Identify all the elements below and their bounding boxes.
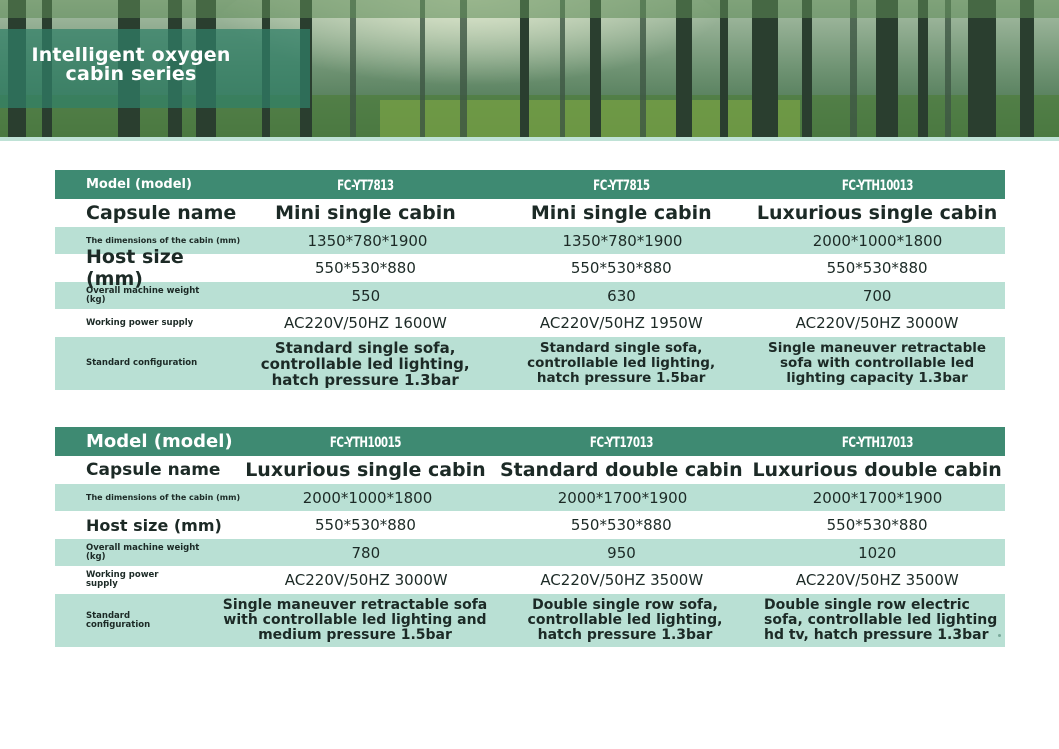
dimensions-cell: 1350*780*1900 [307, 231, 428, 250]
model-cell: FC-YT17013 [589, 435, 653, 451]
spec-table-2 [55, 427, 1005, 647]
model-cell: FC-YTH10013 [841, 178, 913, 194]
capsule-cell: Luxurious double cabin [752, 459, 1002, 481]
host-cell: 550*530*880 [570, 259, 672, 277]
row-label-config: Standard configuration [86, 358, 198, 368]
row-label-model: Model (model) [86, 177, 192, 192]
weight-cell: 1020 [858, 543, 897, 562]
table-row-model [55, 170, 1005, 199]
config-cell: Double single row sofa, controllable led lighting, hatch pressure 1.3bar [527, 597, 723, 643]
table-row-power [55, 309, 1005, 337]
row-label-weight: Overall machine weight (kg) [86, 285, 200, 305]
table-row-config [55, 594, 1005, 647]
model-cell: FC-YT7815 [593, 178, 650, 194]
power-cell: AC220V/50HZ 3000W [284, 571, 448, 589]
capsule-cell: Luxurious single cabin [245, 459, 486, 481]
table-row-capsule [55, 199, 1005, 227]
row-label-dimensions: The dimensions of the cabin (mm) [86, 493, 241, 502]
host-cell: 550*530*880 [314, 259, 416, 277]
capsule-cell: Luxurious single cabin [756, 202, 998, 224]
table-row-power [55, 566, 1005, 594]
weight-cell: 550 [351, 286, 381, 305]
power-cell: AC220V/50HZ 3500W [795, 571, 959, 589]
host-cell: 550*530*880 [570, 516, 672, 534]
row-label-power: Working power supply [86, 317, 194, 328]
config-cell: Standard single sofa, controllable led lighting, hatch pressure 1.5bar [527, 340, 716, 386]
row-label-capsule: Capsule name [86, 460, 221, 480]
power-cell: AC220V/50HZ 3000W [795, 314, 959, 332]
table-row-host [55, 246, 1005, 290]
row-label-capsule: Capsule name [86, 202, 237, 224]
page-title: Intelligent oxygen cabin series [31, 44, 231, 85]
host-cell: 550*530*880 [314, 516, 416, 534]
table-row-host [55, 511, 1005, 539]
row-label-dimensions: The dimensions of the cabin (mm) [86, 236, 241, 245]
table-row-weight [55, 282, 1005, 309]
row-label-host: Host size (mm) [86, 515, 222, 535]
row-label-config: Standard configuration [86, 610, 151, 630]
banner-divider [0, 137, 1059, 141]
table-row-dimensions [55, 484, 1005, 511]
weight-cell: 700 [862, 286, 892, 305]
power-cell: AC220V/50HZ 1950W [539, 314, 703, 332]
capsule-cell: Mini single cabin [530, 202, 712, 224]
row-label-host: Host size (mm) [86, 246, 184, 290]
dot-mark [998, 634, 1001, 637]
weight-cell: 950 [607, 543, 636, 562]
table-row-config [55, 337, 1005, 390]
row-label-power: Working power supply [86, 570, 159, 589]
config-cell: Standard single sofa, controllable led lighting, hatch pressure 1.3bar [260, 338, 470, 389]
dimensions-cell: 2000*1000*1800 [812, 231, 943, 250]
forest-banner [0, 0, 1059, 137]
weight-cell: 780 [351, 543, 381, 562]
row-label-weight: Overall machine weight (kg) [86, 542, 200, 562]
config-cell: Single maneuver retractable sofa with controllable led lighting capacity 1.3bar [768, 340, 987, 386]
power-cell: AC220V/50HZ 3500W [540, 571, 704, 589]
table-row-capsule [55, 456, 1005, 484]
dimensions-cell: 2000*1000*1800 [302, 488, 433, 507]
model-cell: FC-YTH10015 [329, 435, 402, 451]
capsule-cell: Standard double cabin [499, 459, 743, 481]
model-cell: FC-YT7813 [337, 178, 394, 194]
config-cell: Single maneuver retractable sofa with controllable led lighting and medium pressure 1.5bar [222, 597, 488, 643]
dimensions-cell: 1350*780*1900 [562, 231, 683, 250]
model-cell: FC-YTH17013 [841, 435, 913, 451]
host-cell: 550*530*880 [826, 516, 928, 534]
row-label-model: Model (model) [86, 431, 233, 452]
table-row-model [55, 427, 1005, 456]
dimensions-cell: 2000*1700*1900 [812, 488, 943, 507]
power-cell: AC220V/50HZ 1600W [284, 314, 447, 332]
spec-table-1 [55, 170, 1005, 390]
config-cell: Double single row electric sofa, controllable led lighting hd tv, hatch pressure 1.3bar [750, 598, 1005, 643]
host-cell: 550*530*880 [826, 259, 928, 277]
capsule-cell: Mini single cabin [275, 202, 456, 224]
weight-cell: 630 [607, 286, 636, 305]
table-row-weight [55, 539, 1005, 566]
dimensions-cell: 2000*1700*1900 [557, 488, 688, 507]
